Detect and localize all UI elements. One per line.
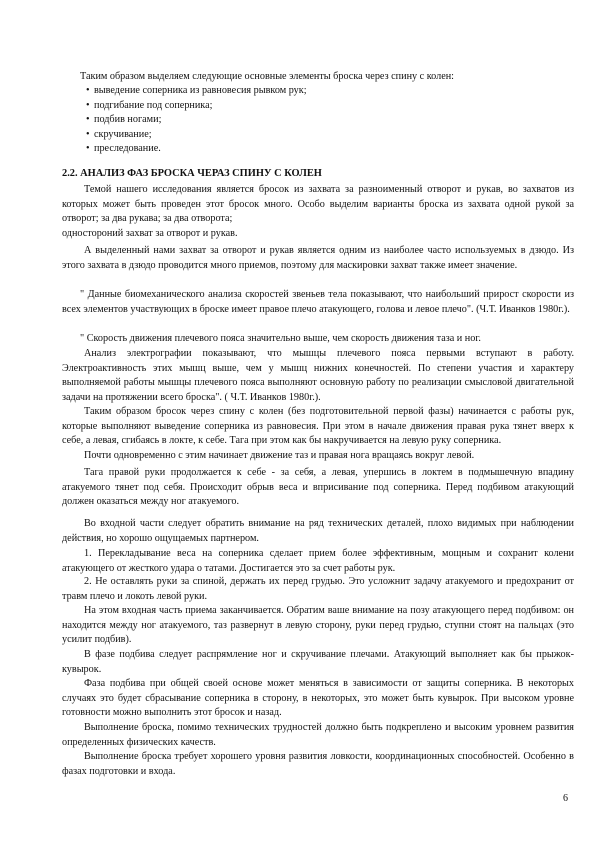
paragraph: Таким образом бросок через спину с колен (без подготовительной первой фазы) начинается с работы рук, которые выполняют выведение соперника из равновесия. При этом в начале движения правая рука тянет вверх к себе, а левая, сгибаясь в локте, к себе. Тага при этом как бы накручивается на левую руку соперника. bbox=[62, 406, 574, 447]
paragraph: Почти одновременно с этим начинает движение таз и правая нога вращаясь вокруг левой. bbox=[84, 450, 475, 461]
paragraph: " Данные биомеханического анализа скоростей звеньев тела показывают, что наибольший прирост скорости из всех элементов участвующих в броске имеет правое плечо атакующего, голова и левое плечо". (Ч.Т. Иванков 1980г.). bbox=[62, 289, 574, 315]
intro-text: Таким образом выделяем следующие основные элементы броска через спину с колен: bbox=[80, 71, 455, 82]
paragraph: Темой нашего исследования является бросок из захвата за разноименный отворот и рукав, во захватов из которых может быть проведен этот бросок много. Особо выделим варианты броска из захвата одной рукой за отворот; за два рукава; за два отворота; bbox=[62, 184, 574, 225]
page-number: 6 bbox=[563, 793, 568, 804]
paragraph: Фаза подбива при общей своей основе может меняться в зависимости от защиты соперника. В некоторых случаях это будет сбрасывание соперника в сторону, в некоторых, это может быть кувырок. При высоком уровне готовности можно выполнить этот бросок и назад. bbox=[62, 678, 574, 719]
bullet-icon: • bbox=[86, 114, 90, 126]
paragraph: " Скорость движения плечевого пояса значительно выше, чем скорость движения таза и ног. bbox=[80, 333, 481, 344]
paragraph: Выполнение броска требует хорошего уровня развития ловкости, координационных способностей. Особенно в фазах подготовки и входа. bbox=[62, 751, 574, 777]
paragraph: Тага правой руки продолжается к себе - за себя, а левая, упершись в локтем в подмышечную впадину атакуемого тянет под себя. Происходит обрыв веса и вприсивание под соперника. Перед подбивом атакующий должен оказаться между ног атакуемого. bbox=[62, 467, 574, 508]
paragraph: Анализ электрографии показывают, что мышцы плечевого пояса первыми вступают в работу. Электроактивность этих мышц выше, чем у мышц нижних конечностей. По степени участия и характеру выполняемой работы мышцы плечевого пояса выполняют основную работу по реализации смысловой двигательной задачи на протяжении всего броска". ( Ч.Т. Иванков 1980г.). bbox=[62, 348, 574, 403]
paragraph: А выделенный нами захват за отворот и рукав является одним из наиболее часто используемых в дзюдо. Из этого захвата в дзюдо проводится много приемов, поэтому для маскировки захват также имеет значение. bbox=[62, 245, 574, 271]
bullet-icon: • bbox=[86, 128, 90, 140]
paragraph: 2. Не оставлять руки за спиной, держать их перед грудью. Это усложнит задачу атакуемого и предохранит от травм плечо и локоть левой руки. bbox=[62, 576, 574, 602]
bullet-icon: • bbox=[86, 99, 90, 111]
paragraph: 1. Перекладывание веса на соперника сделает прием более эффективным, мощным и сохранит колени атакующего от жесткого удара о татами. Достигается это за счет работы рук. bbox=[62, 548, 574, 574]
paragraph: В фазе подбива следует распрямление ног и скручивание плечами. Атакующий выполняет как бы прыжок-кувырок. bbox=[62, 649, 574, 675]
paragraph: одностороний захват за отворот и рукав. bbox=[62, 228, 238, 239]
bullet-icon: • bbox=[86, 85, 90, 96]
list-item: • подгибание под соперника; bbox=[86, 99, 566, 114]
bullet-icon: • bbox=[86, 143, 90, 155]
paragraph: Выполнение броска, помимо технических трудностей должно быть подкреплено и высоким уровнем развития определенных физических качеств. bbox=[62, 722, 574, 748]
list-item: • скручивание; bbox=[86, 128, 566, 143]
element-list bbox=[86, 84, 566, 157]
list-item: • выведение соперника из равновесия рывком рук; bbox=[86, 84, 566, 99]
list-item: • подбив ногами; bbox=[86, 113, 566, 128]
list-item: • преследование. bbox=[86, 142, 566, 157]
paragraph: Во входной части следует обратить внимание на ряд технических деталей, плохо видимых при наблюдении действия, но хорошо ощущаемых партнером. bbox=[62, 518, 574, 544]
section-heading: 2.2. АНАЛИЗ ФАЗ БРОСКА ЧЕРАЗ СПИНУ С КОЛЕН bbox=[62, 168, 322, 179]
paragraph: На этом входная часть приема заканчивается. Обратим ваше внимание на позу атакующего перед подбивом: он находится между ног атакуемого, таз развернут в левую сторону, руки перед грудью, ступни стоят на пальцах (это усилит подбив). bbox=[62, 605, 574, 646]
